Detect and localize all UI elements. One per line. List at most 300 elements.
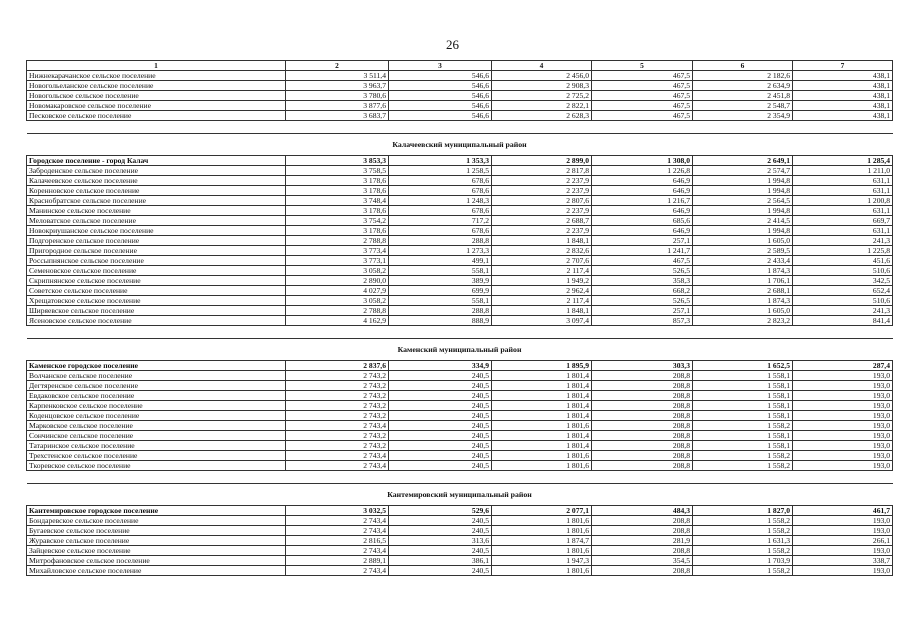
settlement-name: Нижнекарачанское сельское поселение <box>27 71 286 81</box>
value-cell: 2 414,5 <box>693 216 793 226</box>
value-cell: 1 848,1 <box>492 236 592 246</box>
column-header: 2 <box>286 61 389 71</box>
value-cell: 646,9 <box>592 186 693 196</box>
table-row <box>27 246 893 256</box>
value-cell: 1 703,9 <box>693 556 793 566</box>
value-cell: 1 558,1 <box>693 391 793 401</box>
value-cell: 1 706,1 <box>693 276 793 286</box>
settlement-name: Каменское городское поселение <box>27 361 286 371</box>
value-cell: 3 178,6 <box>286 226 389 236</box>
value-cell: 1 226,8 <box>592 166 693 176</box>
value-cell: 467,5 <box>592 101 693 111</box>
table-row <box>27 286 893 296</box>
value-cell: 2 743,2 <box>286 391 389 401</box>
value-cell: 2 628,3 <box>492 111 592 121</box>
value-cell: 2 077,1 <box>492 506 592 516</box>
table-row <box>27 536 893 546</box>
value-cell: 685,6 <box>592 216 693 226</box>
value-cell: 3 773,4 <box>286 246 389 256</box>
value-cell: 208,8 <box>592 461 693 471</box>
table-row <box>27 421 893 431</box>
value-cell: 208,8 <box>592 546 693 556</box>
value-cell: 1 558,2 <box>693 546 793 556</box>
value-cell: 526,5 <box>592 266 693 276</box>
value-cell: 1 200,8 <box>793 196 893 206</box>
value-cell: 386,1 <box>389 556 492 566</box>
value-cell: 2 237,9 <box>492 226 592 236</box>
value-cell: 2 743,4 <box>286 526 389 536</box>
table-row <box>27 431 893 441</box>
value-cell: 1 895,9 <box>492 361 592 371</box>
value-cell: 2 908,3 <box>492 81 592 91</box>
value-cell: 3 683,7 <box>286 111 389 121</box>
table-row <box>27 526 893 536</box>
value-cell: 2 743,2 <box>286 431 389 441</box>
value-cell: 193,0 <box>793 546 893 556</box>
value-cell: 208,8 <box>592 451 693 461</box>
value-cell: 510,6 <box>793 266 893 276</box>
settlement-name: Бугаевское сельское поселение <box>27 526 286 536</box>
value-cell: 193,0 <box>793 526 893 536</box>
settlement-name: Бондаревское сельское поселение <box>27 516 286 526</box>
value-cell: 526,5 <box>592 296 693 306</box>
value-cell: 461,7 <box>793 506 893 516</box>
value-cell: 668,2 <box>592 286 693 296</box>
value-cell: 193,0 <box>793 411 893 421</box>
value-cell: 699,9 <box>389 286 492 296</box>
value-cell: 2 354,9 <box>693 111 793 121</box>
district-heading: Кантемировский муниципальный район <box>27 484 893 506</box>
value-cell: 2 832,6 <box>492 246 592 256</box>
value-cell: 3 963,7 <box>286 81 389 91</box>
table-row <box>27 411 893 421</box>
value-cell: 338,7 <box>793 556 893 566</box>
value-cell: 2 822,1 <box>492 101 592 111</box>
value-cell: 257,1 <box>592 236 693 246</box>
table-row <box>27 566 893 576</box>
value-cell: 208,8 <box>592 401 693 411</box>
value-cell: 1 994,8 <box>693 206 793 216</box>
table-row <box>27 71 893 81</box>
value-cell: 313,6 <box>389 536 492 546</box>
value-cell: 1 216,7 <box>592 196 693 206</box>
value-cell: 2 589,5 <box>693 246 793 256</box>
value-cell: 240,5 <box>389 381 492 391</box>
table-row <box>27 166 893 176</box>
value-cell: 241,3 <box>793 306 893 316</box>
value-cell: 2 899,0 <box>492 156 592 166</box>
table-row <box>27 391 893 401</box>
value-cell: 281,9 <box>592 536 693 546</box>
settlement-name: Пригородное сельское поселение <box>27 246 286 256</box>
settlement-name: Советское сельское поселение <box>27 286 286 296</box>
settlement-name: Зайцевское сельское поселение <box>27 546 286 556</box>
table-row <box>27 226 893 236</box>
value-cell: 467,5 <box>592 71 693 81</box>
value-cell: 499,1 <box>389 256 492 266</box>
value-cell: 438,1 <box>793 81 893 91</box>
value-cell: 2 788,8 <box>286 306 389 316</box>
settlement-name: Новокриушанское сельское поселение <box>27 226 286 236</box>
value-cell: 4 027,9 <box>286 286 389 296</box>
value-cell: 1 211,0 <box>793 166 893 176</box>
value-cell: 529,6 <box>389 506 492 516</box>
value-cell: 2 117,4 <box>492 266 592 276</box>
value-cell: 631,1 <box>793 206 893 216</box>
value-cell: 2 548,7 <box>693 101 793 111</box>
table-row <box>27 111 893 121</box>
value-cell: 1 801,4 <box>492 371 592 381</box>
value-cell: 2 837,6 <box>286 361 389 371</box>
value-cell: 2 649,1 <box>693 156 793 166</box>
value-cell: 484,3 <box>592 506 693 516</box>
value-cell: 467,5 <box>592 91 693 101</box>
value-cell: 1 558,1 <box>693 401 793 411</box>
value-cell: 2 743,2 <box>286 381 389 391</box>
value-cell: 438,1 <box>793 111 893 121</box>
value-cell: 240,5 <box>389 461 492 471</box>
value-cell: 652,4 <box>793 286 893 296</box>
table-row <box>27 371 893 381</box>
district-heading-row <box>27 134 893 156</box>
value-cell: 193,0 <box>793 371 893 381</box>
value-cell: 2 890,0 <box>286 276 389 286</box>
value-cell: 1 874,3 <box>693 266 793 276</box>
value-cell: 208,8 <box>592 441 693 451</box>
value-cell: 438,1 <box>793 71 893 81</box>
value-cell: 1 652,5 <box>693 361 793 371</box>
value-cell: 888,9 <box>389 316 492 326</box>
settlement-name: Сончинское сельское поселение <box>27 431 286 441</box>
value-cell: 1 801,4 <box>492 411 592 421</box>
value-cell: 546,6 <box>389 81 492 91</box>
settlement-name: Новогольеланское сельское поселение <box>27 81 286 91</box>
value-cell: 2 743,4 <box>286 566 389 576</box>
table-row <box>27 186 893 196</box>
value-cell: 342,5 <box>793 276 893 286</box>
value-cell: 208,8 <box>592 411 693 421</box>
value-cell: 669,7 <box>793 216 893 226</box>
table-row <box>27 156 893 166</box>
value-cell: 1 827,0 <box>693 506 793 516</box>
value-cell: 208,8 <box>592 431 693 441</box>
column-header: 1 <box>27 61 286 71</box>
value-cell: 467,5 <box>592 256 693 266</box>
table-row <box>27 176 893 186</box>
value-cell: 1 801,6 <box>492 451 592 461</box>
value-cell: 334,9 <box>389 361 492 371</box>
value-cell: 1 353,3 <box>389 156 492 166</box>
value-cell: 1 558,2 <box>693 566 793 576</box>
table-row <box>27 381 893 391</box>
value-cell: 3 758,5 <box>286 166 389 176</box>
settlement-name: Заброденское сельское поселение <box>27 166 286 176</box>
value-cell: 558,1 <box>389 296 492 306</box>
settlement-name: Новомакаровское сельское поселение <box>27 101 286 111</box>
value-cell: 3 032,5 <box>286 506 389 516</box>
value-cell: 193,0 <box>793 421 893 431</box>
settlement-name: Марковское сельское поселение <box>27 421 286 431</box>
value-cell: 1 285,4 <box>793 156 893 166</box>
settlement-name: Волчанское сельское поселение <box>27 371 286 381</box>
value-cell: 438,1 <box>793 91 893 101</box>
value-cell: 1 994,8 <box>693 226 793 236</box>
value-cell: 717,2 <box>389 216 492 226</box>
value-cell: 1 248,3 <box>389 196 492 206</box>
value-cell: 208,8 <box>592 381 693 391</box>
settlement-name: Новогольское сельское поселение <box>27 91 286 101</box>
table-row <box>27 401 893 411</box>
value-cell: 631,1 <box>793 226 893 236</box>
value-cell: 1 848,1 <box>492 306 592 316</box>
value-cell: 3 748,4 <box>286 196 389 206</box>
value-cell: 546,6 <box>389 91 492 101</box>
value-cell: 3 511,4 <box>286 71 389 81</box>
value-cell: 240,5 <box>389 391 492 401</box>
value-cell: 1 874,3 <box>693 296 793 306</box>
value-cell: 358,3 <box>592 276 693 286</box>
value-cell: 2 817,8 <box>492 166 592 176</box>
value-cell: 240,5 <box>389 371 492 381</box>
value-cell: 193,0 <box>793 441 893 451</box>
value-cell: 546,6 <box>389 111 492 121</box>
value-cell: 2 707,6 <box>492 256 592 266</box>
value-cell: 2 634,9 <box>693 81 793 91</box>
table-row <box>27 306 893 316</box>
value-cell: 3 773,1 <box>286 256 389 266</box>
value-cell: 646,9 <box>592 226 693 236</box>
value-cell: 240,5 <box>389 516 492 526</box>
value-cell: 241,3 <box>793 236 893 246</box>
settlement-name: Песковское сельское поселение <box>27 111 286 121</box>
value-cell: 1 558,2 <box>693 451 793 461</box>
table-row <box>27 506 893 516</box>
value-cell: 1 801,6 <box>492 421 592 431</box>
value-cell: 1 801,4 <box>492 441 592 451</box>
value-cell: 2 456,0 <box>492 71 592 81</box>
settlement-name: Коденцовское сельское поселение <box>27 411 286 421</box>
value-cell: 2 688,7 <box>492 216 592 226</box>
value-cell: 1 258,5 <box>389 166 492 176</box>
table-row <box>27 451 893 461</box>
value-cell: 2 574,7 <box>693 166 793 176</box>
table-row <box>27 206 893 216</box>
column-header: 5 <box>592 61 693 71</box>
page-number: 26 <box>446 37 459 52</box>
value-cell: 2 117,4 <box>492 296 592 306</box>
value-cell: 240,5 <box>389 526 492 536</box>
settlement-name: Ширяевское сельское поселение <box>27 306 286 316</box>
table-row <box>27 276 893 286</box>
district-heading: Калачеевский муниципальный район <box>27 134 893 156</box>
value-cell: 841,4 <box>793 316 893 326</box>
value-cell: 1 241,7 <box>592 246 693 256</box>
table-row <box>27 216 893 226</box>
value-cell: 1 801,6 <box>492 526 592 536</box>
value-cell: 240,5 <box>389 546 492 556</box>
value-cell: 193,0 <box>793 461 893 471</box>
value-cell: 3 058,2 <box>286 296 389 306</box>
settlement-name: Семеновское сельское поселение <box>27 266 286 276</box>
value-cell: 1 273,3 <box>389 246 492 256</box>
value-cell: 438,1 <box>793 101 893 111</box>
column-header: 7 <box>793 61 893 71</box>
settlement-name: Дегтяренское сельское поселение <box>27 381 286 391</box>
value-cell: 2 816,5 <box>286 536 389 546</box>
settlement-name: Россыпнянское сельское поселение <box>27 256 286 266</box>
value-cell: 193,0 <box>793 566 893 576</box>
value-cell: 1 558,1 <box>693 381 793 391</box>
settlement-name: Хрещатовское сельское поселение <box>27 296 286 306</box>
settlement-name: Подгоренское сельское поселение <box>27 236 286 246</box>
value-cell: 558,1 <box>389 266 492 276</box>
value-cell: 2 237,9 <box>492 206 592 216</box>
value-cell: 193,0 <box>793 516 893 526</box>
value-cell: 240,5 <box>389 401 492 411</box>
value-cell: 2 743,2 <box>286 401 389 411</box>
settlement-name: Журавское сельское поселение <box>27 536 286 546</box>
value-cell: 1 631,3 <box>693 536 793 546</box>
value-cell: 451,6 <box>793 256 893 266</box>
value-cell: 2 743,2 <box>286 371 389 381</box>
column-header: 3 <box>389 61 492 71</box>
value-cell: 1 801,6 <box>492 546 592 556</box>
value-cell: 1 558,1 <box>693 431 793 441</box>
settlement-name: Городское поселение - город Калач <box>27 156 286 166</box>
settlement-name: Евдаковское сельское поселение <box>27 391 286 401</box>
value-cell: 257,1 <box>592 306 693 316</box>
spacer-row <box>27 471 893 484</box>
value-cell: 2 743,2 <box>286 441 389 451</box>
settlement-name: Карпенковское сельское поселение <box>27 401 286 411</box>
value-cell: 2 743,4 <box>286 451 389 461</box>
value-cell: 1 801,6 <box>492 516 592 526</box>
table-row <box>27 91 893 101</box>
settlement-name: Ясеновское сельское поселение <box>27 316 286 326</box>
value-cell: 2 237,9 <box>492 186 592 196</box>
table-row <box>27 461 893 471</box>
value-cell: 303,3 <box>592 361 693 371</box>
value-cell: 631,1 <box>793 186 893 196</box>
spacer-row <box>27 121 893 134</box>
value-cell: 2 688,1 <box>693 286 793 296</box>
value-cell: 1 225,8 <box>793 246 893 256</box>
value-cell: 3 178,6 <box>286 176 389 186</box>
spacer-row <box>27 326 893 339</box>
value-cell: 240,5 <box>389 421 492 431</box>
value-cell: 1 874,7 <box>492 536 592 546</box>
value-cell: 467,5 <box>592 111 693 121</box>
value-cell: 2 743,4 <box>286 516 389 526</box>
value-cell: 1 558,1 <box>693 441 793 451</box>
settlement-name: Митрофановское сельское поселение <box>27 556 286 566</box>
table-row <box>27 256 893 266</box>
value-cell: 1 801,6 <box>492 461 592 471</box>
value-cell: 2 182,6 <box>693 71 793 81</box>
value-cell: 2 743,2 <box>286 411 389 421</box>
value-cell: 2 743,4 <box>286 421 389 431</box>
value-cell: 193,0 <box>793 431 893 441</box>
district-heading-row <box>27 484 893 506</box>
value-cell: 1 801,4 <box>492 381 592 391</box>
value-cell: 2 807,6 <box>492 196 592 206</box>
value-cell: 208,8 <box>592 421 693 431</box>
table-row <box>27 266 893 276</box>
value-cell: 646,9 <box>592 176 693 186</box>
table-row <box>27 316 893 326</box>
settlement-name: Коренновское сельское поселение <box>27 186 286 196</box>
value-cell: 678,6 <box>389 206 492 216</box>
value-cell: 1 558,1 <box>693 371 793 381</box>
value-cell: 3 754,2 <box>286 216 389 226</box>
value-cell: 2 564,5 <box>693 196 793 206</box>
table-row <box>27 361 893 371</box>
value-cell: 1 801,4 <box>492 431 592 441</box>
value-cell: 193,0 <box>793 451 893 461</box>
value-cell: 678,6 <box>389 186 492 196</box>
value-cell: 510,6 <box>793 296 893 306</box>
table-row <box>27 546 893 556</box>
value-cell: 467,5 <box>592 81 693 91</box>
value-cell: 2 433,4 <box>693 256 793 266</box>
value-cell: 3 780,6 <box>286 91 389 101</box>
value-cell: 208,8 <box>592 391 693 401</box>
value-cell: 287,4 <box>793 361 893 371</box>
settlement-name: Татаринское сельское поселение <box>27 441 286 451</box>
value-cell: 1 558,1 <box>693 411 793 421</box>
value-cell: 857,3 <box>592 316 693 326</box>
value-cell: 288,8 <box>389 236 492 246</box>
value-cell: 2 788,8 <box>286 236 389 246</box>
settlement-name: Краснобратское сельское поселение <box>27 196 286 206</box>
value-cell: 3 058,2 <box>286 266 389 276</box>
settlement-name: Скрипнянское сельское поселение <box>27 276 286 286</box>
value-cell: 3 877,6 <box>286 101 389 111</box>
settlement-name: Кантемировское городское поселение <box>27 506 286 516</box>
value-cell: 2 823,2 <box>693 316 793 326</box>
column-header: 6 <box>693 61 793 71</box>
value-cell: 208,8 <box>592 371 693 381</box>
table-row <box>27 556 893 566</box>
value-cell: 389,9 <box>389 276 492 286</box>
table-row <box>27 101 893 111</box>
value-cell: 193,0 <box>793 391 893 401</box>
value-cell: 240,5 <box>389 411 492 421</box>
table-row <box>27 516 893 526</box>
value-cell: 1 558,2 <box>693 516 793 526</box>
value-cell: 1 801,4 <box>492 401 592 411</box>
value-cell: 678,6 <box>389 176 492 186</box>
table-row <box>27 236 893 246</box>
value-cell: 2 743,4 <box>286 546 389 556</box>
value-cell: 1 558,2 <box>693 526 793 536</box>
value-cell: 2 743,4 <box>286 461 389 471</box>
value-cell: 646,9 <box>592 206 693 216</box>
table-row <box>27 296 893 306</box>
value-cell: 208,8 <box>592 516 693 526</box>
value-cell: 208,8 <box>592 526 693 536</box>
value-cell: 240,5 <box>389 566 492 576</box>
value-cell: 2 725,2 <box>492 91 592 101</box>
table-row <box>27 81 893 91</box>
settlement-name: Манинское сельское поселение <box>27 206 286 216</box>
value-cell: 4 162,9 <box>286 316 389 326</box>
value-cell: 3 178,6 <box>286 206 389 216</box>
value-cell: 1 558,2 <box>693 461 793 471</box>
settlement-name: Михайловское сельское поселение <box>27 566 286 576</box>
value-cell: 678,6 <box>389 226 492 236</box>
value-cell: 1 558,2 <box>693 421 793 431</box>
